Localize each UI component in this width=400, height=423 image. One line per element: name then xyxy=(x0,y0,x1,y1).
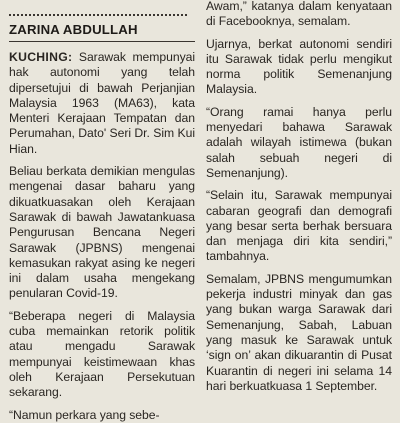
byline: ZARINA ABDULLAH xyxy=(9,22,138,37)
paragraph: “Beberapa negeri di Malaysia cuba memainkan retorik politik atau mengadu Sarawak mempunyai keistimewaan khas oleh Kerajaan Persekutuan sekarang. xyxy=(9,308,195,400)
paragraph: “Orang ramai hanya perlu menyedari bahawa Sarawak adalah wilayah istimewa (bukan salah sebuah negeri di Semenanjung). xyxy=(206,104,392,180)
paragraph: “Namun perkara yang sebe- xyxy=(9,407,160,422)
paragraph-text: Sarawak mempunyai hak autonomi yang telah dipersetujui di bawah Perjanjian Malaysia 1963 (MA63), kata Menteri Kerajaan Tempatan dan Perumahan, Dato' Seri Dr. Sim Kui Hian. xyxy=(9,50,196,156)
paragraph: Semalam, JPBNS mengumumkan pekerja industri minyak dan gas yang bukan warga Sarawak dari Semenanjung, Sabah, Labuan yang masuk ke Sarawak untuk ‘sign on’ akan dikuarantin di Pusat Kuarantin di negeri ini selama 14 hari berkuatkuasa 1 September. xyxy=(206,271,392,393)
byline-underline xyxy=(9,41,195,42)
paragraph: Beliau berkata demikian mengulas mengenai dasar baharu yang dikuatkuasakan oleh Kerajaan Sarawak di bawah Jawatankuasa Pengurusan Bencana Negeri Sarawak (JPBNS) mengenai kemasukan rakyat asing ke negeri ini dalam usaha mengekang penularan Covid-19. xyxy=(9,164,195,301)
paragraph: “Selain itu, Sarawak mempunyai cabaran geografi dan demografi yang besar serta berhak bersuara dan menjaga diri kita sendiri,” tambahnya. xyxy=(206,188,392,264)
paragraph: Awam,” katanya dalam kenyataan di Facebooknya, semalam. xyxy=(206,0,392,29)
article-column-right xyxy=(206,0,392,394)
paragraph: Ujarnya, berkat autonomi sendiri itu Sarawak tidak perlu mengikut norma politik Semenanjung Malaysia. xyxy=(206,36,392,97)
dateline: KUCHING: xyxy=(9,50,73,64)
article-column-left xyxy=(9,0,195,423)
dotted-separator xyxy=(9,14,187,16)
paragraph-lead xyxy=(9,50,195,157)
